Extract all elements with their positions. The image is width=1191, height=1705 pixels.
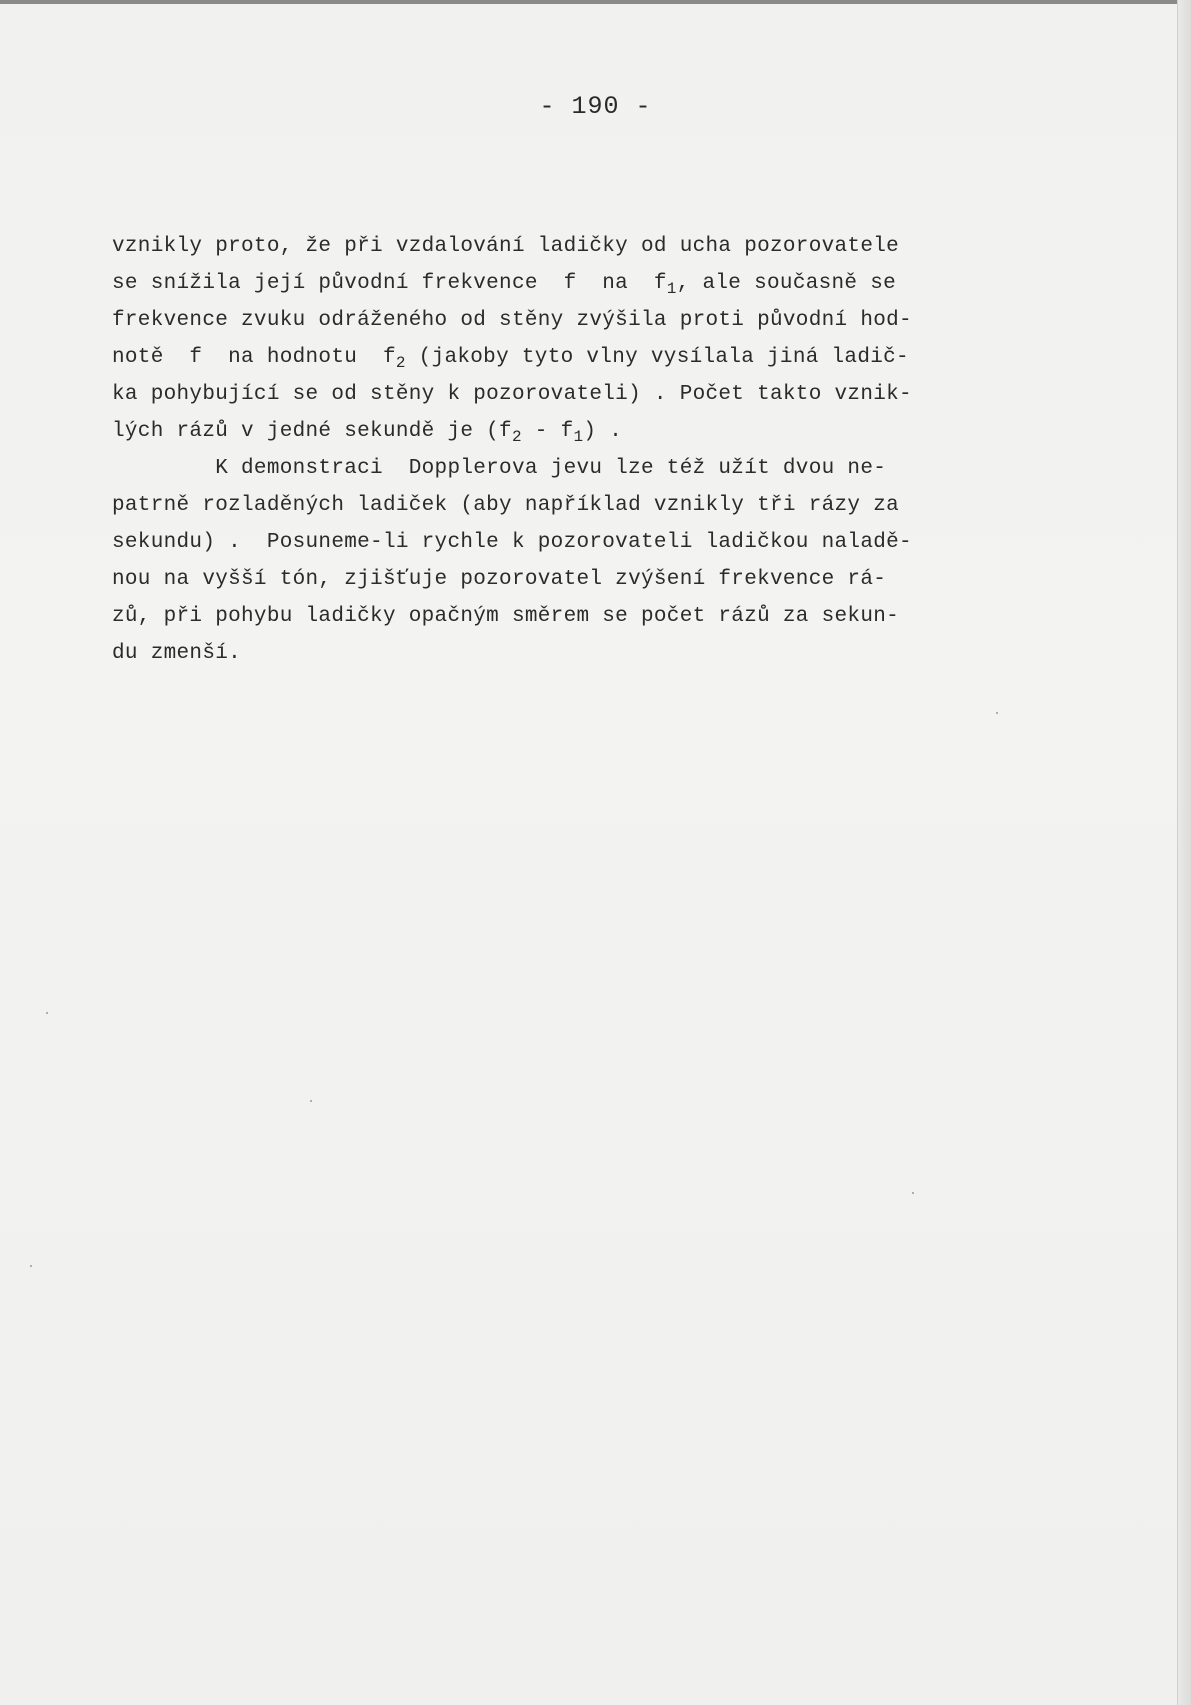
text-segment: (jakoby tyto vlny vysílala jiná ladič-: [405, 346, 909, 369]
text-line: K demonstraci Dopplerova jevu lze též užít dvou ne-: [112, 457, 887, 480]
text-line: du zmenší.: [112, 642, 242, 665]
text-segment: , ale současně se: [676, 272, 897, 295]
text-line: [112, 413, 1077, 450]
text-line: ka pohybující se od stěny k pozorovateli) . Počet takto vznik-: [112, 383, 912, 406]
text-line: frekvence zvuku odráženého od stěny zvýšila proti původní hod-: [112, 309, 912, 332]
paper-speck: [996, 712, 998, 714]
paper-speck: [30, 1265, 32, 1267]
text-segment: notě f na hodnotu f: [112, 346, 396, 369]
text-segment: lých rázů v jedné sekundě je (f: [112, 420, 512, 443]
text-line: sekundu) . Posuneme-li rychle k pozorovateli ladičkou naladě-: [112, 531, 912, 554]
paper-speck: [912, 1192, 914, 1194]
page-number: - 190 -: [539, 92, 652, 121]
scan-top-edge: [0, 0, 1191, 4]
text-segment: se snížila její původní frekvence f na f: [112, 272, 667, 295]
text-line: vznikly proto, že při vzdalování ladičky od ucha pozorovatele: [112, 235, 900, 258]
text-line: patrně rozladěných ladiček (aby například vznikly tři rázy za: [112, 494, 900, 517]
scan-right-edge: [1177, 0, 1191, 1705]
text-line: [112, 339, 1077, 376]
subscript: 1: [573, 428, 584, 446]
body-text: [112, 228, 1077, 672]
paper-speck: [46, 1012, 48, 1014]
subscript: 1: [666, 280, 677, 298]
text-line: nou na vyšší tón, zjišťuje pozorovatel zvýšení frekvence rá-: [112, 568, 887, 591]
text-segment: ) .: [583, 420, 623, 443]
paper-speck: [310, 1100, 312, 1102]
subscript: 2: [395, 354, 406, 372]
subscript: 2: [511, 428, 522, 446]
text-line: zů, při pohybu ladičky opačným směrem se počet rázů za sekun-: [112, 605, 900, 628]
text-line: [112, 265, 1077, 302]
text-segment: - f: [521, 420, 574, 443]
